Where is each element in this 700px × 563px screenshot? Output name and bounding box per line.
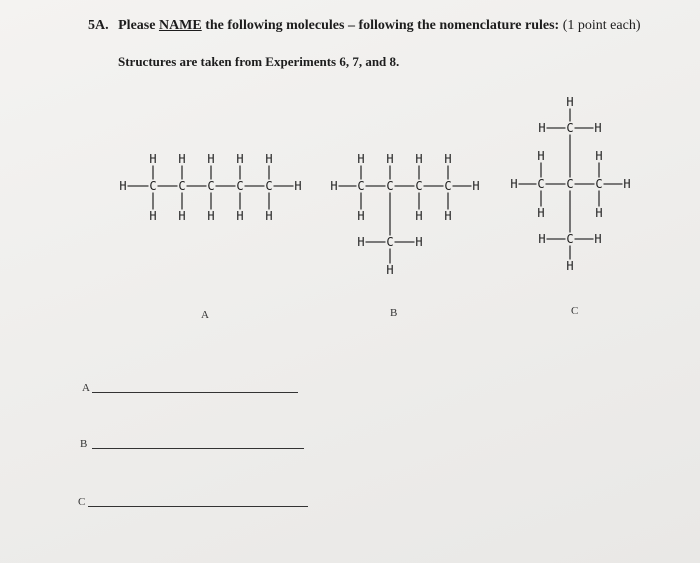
mol-c-upper-branch-hydrogen-right: H <box>594 121 602 135</box>
mol-c-hydrogen-right: H <box>623 177 631 191</box>
mol-a-carbon-3: C <box>207 179 215 193</box>
mol-a-carbon-1: C <box>149 179 157 193</box>
mol-b-branch-hydrogen-left: H <box>357 235 365 249</box>
mol-b-carbon-1: C <box>357 179 365 193</box>
molecule-label-c: C <box>571 305 579 317</box>
mol-b-carbon-4: C <box>444 179 452 193</box>
mol-c-hydrogen-left: H <box>510 177 518 191</box>
mol-a-hydrogen-top: H <box>265 152 273 166</box>
mol-b-branch-hydrogen-bottom: H <box>386 263 394 277</box>
question-emphasis: NAME <box>158 18 202 33</box>
answer-line-c[interactable] <box>88 506 308 507</box>
mol-c-hydrogen-top: H <box>595 149 603 163</box>
mol-a-carbon-2: C <box>178 179 186 193</box>
mol-b-hydrogen-bottom: H <box>357 209 365 223</box>
mol-a-hydrogen-top: H <box>207 152 215 166</box>
mol-c-lower-branch-hydrogen-bottom: H <box>566 259 574 273</box>
mol-b-hydrogen-left: H <box>330 179 338 193</box>
mol-a-hydrogen-bottom: H <box>149 209 157 223</box>
mol-a-hydrogen-bottom: H <box>265 209 273 223</box>
mol-b-carbon-2: C <box>386 179 394 193</box>
mol-b-hydrogen-top: H <box>415 152 423 166</box>
mol-c-upper-branch-carbon: C <box>566 121 574 135</box>
mol-a-hydrogen-right: H <box>294 179 302 193</box>
mol-c-lower-branch-carbon: C <box>566 232 574 246</box>
mol-c-lower-branch-hydrogen-left: H <box>538 232 546 246</box>
mol-b-hydrogen-top: H <box>386 152 394 166</box>
question-points: (1 point each) <box>562 18 641 33</box>
mol-a-hydrogen-top: H <box>149 152 157 166</box>
mol-b-hydrogen-right: H <box>472 179 480 193</box>
mol-a-carbon-4: C <box>236 179 244 193</box>
mol-b-hydrogen-bottom: H <box>415 209 423 223</box>
answer-line-b[interactable] <box>92 448 304 449</box>
mol-b-hydrogen-top: H <box>357 152 365 166</box>
mol-a-hydrogen-top: H <box>236 152 244 166</box>
mol-c-hydrogen-top: H <box>537 149 545 163</box>
molecule-label-a: A <box>201 309 209 321</box>
mol-c-carbon-2: C <box>566 177 574 191</box>
mol-c-carbon-1: C <box>537 177 545 191</box>
mol-c-lower-branch-hydrogen-right: H <box>594 232 602 246</box>
mol-b-hydrogen-top: H <box>444 152 452 166</box>
question-number: 5A. <box>88 18 109 33</box>
mol-a-hydrogen-top: H <box>178 152 186 166</box>
mol-b-hydrogen-bottom: H <box>444 209 452 223</box>
mol-a-hydrogen-left: H <box>119 179 127 193</box>
mol-a-carbon-5: C <box>265 179 273 193</box>
question-subheading: Structures are taken from Experiments 6, 7, and 8. <box>118 54 400 69</box>
question-prefix: Please <box>118 18 156 33</box>
answer-letter-b: B <box>80 438 88 450</box>
question-text: the following molecules – following the nomenclature rules: <box>205 18 560 33</box>
answer-letter-a: A <box>82 382 90 394</box>
mol-a-hydrogen-bottom: H <box>236 209 244 223</box>
mol-a-hydrogen-bottom: H <box>178 209 186 223</box>
mol-a-hydrogen-bottom: H <box>207 209 215 223</box>
mol-b-branch-carbon: C <box>386 235 394 249</box>
mol-b-branch-hydrogen-right: H <box>415 235 423 249</box>
molecule-label-b: B <box>390 307 398 319</box>
mol-b-carbon-3: C <box>415 179 423 193</box>
answer-line-a[interactable] <box>92 392 298 393</box>
mol-c-upper-branch-hydrogen-left: H <box>538 121 546 135</box>
mol-c-upper-branch-hydrogen-top: H <box>566 95 574 109</box>
mol-c-hydrogen-bottom: H <box>537 206 545 220</box>
answer-letter-c: C <box>78 496 86 508</box>
mol-c-carbon-3: C <box>595 177 603 191</box>
mol-c-hydrogen-bottom: H <box>595 206 603 220</box>
